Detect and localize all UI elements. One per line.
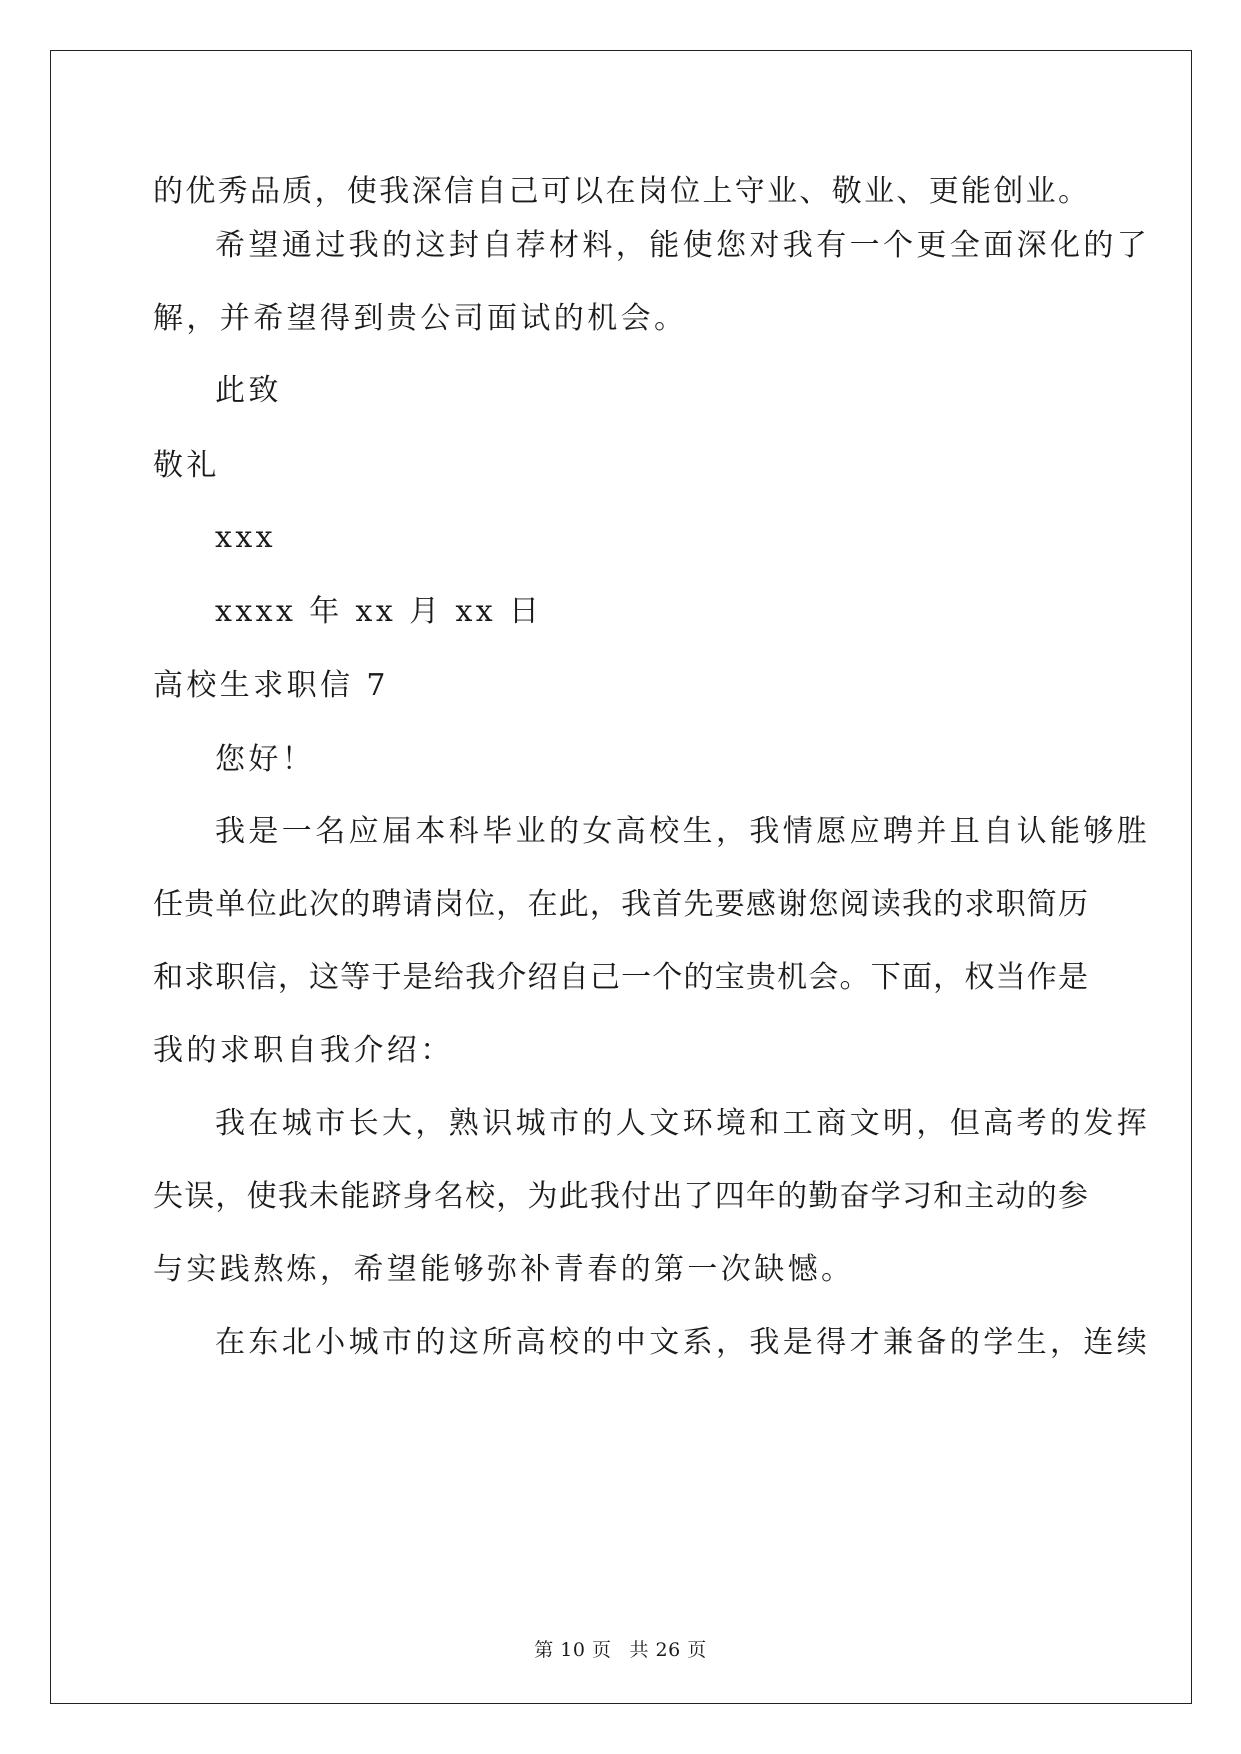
body-line-1: 的优秀品质，使我深信自己可以在岗位上守业、敬业、更能创业。 bbox=[153, 174, 1088, 209]
body-line-8: 高校生求职信 7 bbox=[153, 668, 389, 703]
body-line-2: 希望通过我的这封自荐材料，能使您对我有一个更全面深化的了 bbox=[215, 228, 1151, 263]
body-line-10: 我是一名应届本科毕业的女高校生，我情愿应聘并且自认能够胜 bbox=[215, 814, 1151, 849]
body-line-14: 我在城市长大，熟识城市的人文环境和工商文明，但高考的发挥 bbox=[215, 1106, 1151, 1141]
body-line-15: 失误，使我未能跻身名校，为此我付出了四年的勤奋学习和主动的参 bbox=[153, 1179, 1088, 1214]
body-line-7: xxxx 年 xx 月 xx 日 bbox=[215, 594, 543, 629]
page-number-footer bbox=[0, 1638, 1241, 1662]
body-line-3: 解，并希望得到贵公司面试的机会。 bbox=[153, 301, 688, 336]
body-line-16: 与实践熬炼，希望能够弥补青春的第一次缺憾。 bbox=[153, 1252, 855, 1287]
body-line-4: 此致 bbox=[215, 373, 282, 408]
body-line-13: 我的求职自我介绍： bbox=[153, 1033, 454, 1068]
current-page-label: 第 10 页 bbox=[534, 1639, 612, 1661]
total-pages-label: 共 26 页 bbox=[629, 1639, 707, 1661]
body-line-11: 任贵单位此次的聘请岗位，在此，我首先要感谢您阅读我的求职简历 bbox=[153, 887, 1088, 922]
body-line-17: 在东北小城市的这所高校的中文系，我是得才兼备的学生，连续 bbox=[215, 1325, 1151, 1360]
body-line-5: 敬礼 bbox=[153, 448, 220, 483]
body-line-6: xxx bbox=[215, 520, 276, 555]
body-line-12: 和求职信，这等于是给我介绍自己一个的宝贵机会。下面，权当作是 bbox=[153, 960, 1088, 995]
body-line-9: 您好！ bbox=[215, 742, 316, 777]
